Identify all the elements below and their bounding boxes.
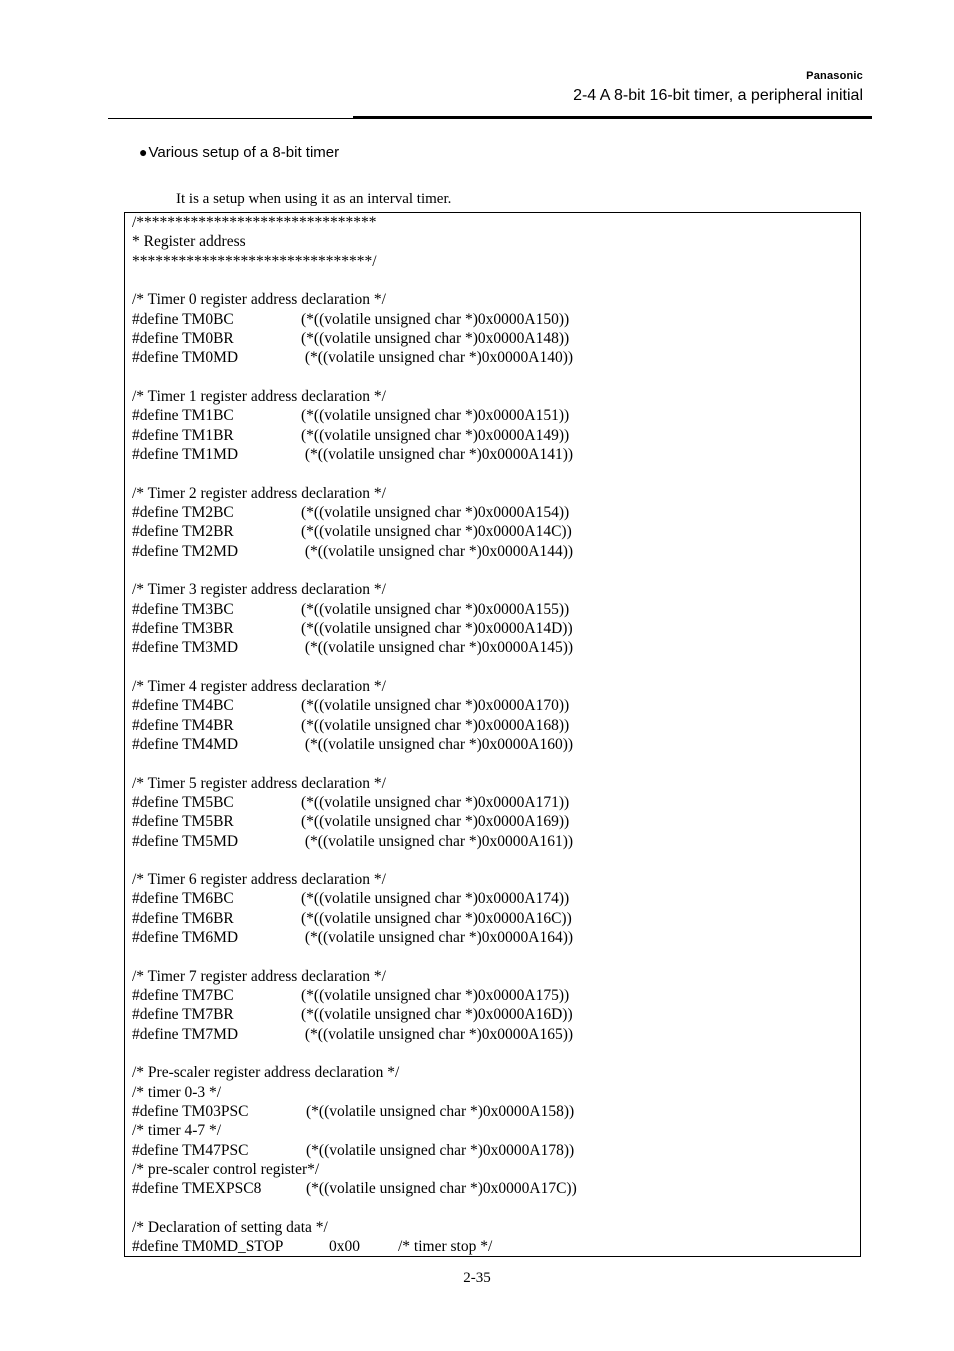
define-name: #define TM47PSC (132, 1141, 249, 1159)
code-text: /* timer 4-7 */ (132, 1122, 222, 1140)
define-value: (*((volatile unsigned char *)0x0000A145)) (301, 639, 574, 657)
define-value: (*((volatile unsigned char *)0x0000A141)) (301, 445, 574, 463)
code-text: /* Declaration of setting data */ (132, 1219, 328, 1237)
define-value: (*((volatile unsigned char *)0x0000A149)) (301, 426, 570, 444)
code-text: /* Timer 5 register address declaration */ (132, 774, 386, 792)
define-name: #define TM1BC (132, 407, 234, 425)
define-name: #define TM7BR (132, 1006, 234, 1024)
page-number: 2-35 (463, 1270, 491, 1286)
define-value: (*((volatile unsigned char *)0x0000A16D)) (301, 1006, 573, 1024)
code-text: /* Timer 7 register address declaration */ (132, 967, 386, 985)
define-name: #define TM7MD (132, 1025, 239, 1043)
define-value: (*((volatile unsigned char *)0x0000A158)) (306, 1103, 575, 1121)
code-text: /* pre-scaler control register*/ (132, 1161, 320, 1179)
define-name: #define TM4BC (132, 697, 234, 715)
define-name: #define TM4MD (132, 735, 239, 753)
define-name: #define TM0BC (132, 310, 234, 328)
code-text: /* Pre-scaler register address declaration */ (132, 1064, 400, 1082)
define-value: (*((volatile unsigned char *)0x0000A14C)) (301, 523, 572, 541)
define-value: (*((volatile unsigned char *)0x0000A168)) (301, 716, 570, 734)
define-name: #define TM1BR (132, 426, 234, 444)
code-text: /* Timer 2 register address declaration */ (132, 484, 386, 502)
define-value: (*((volatile unsigned char *)0x0000A175)) (301, 987, 570, 1005)
define-name: #define TM2MD (132, 542, 239, 560)
section-title: 2-4 A 8-bit 16-bit timer, a peripheral initial (573, 87, 863, 104)
define-name: #define TM0BR (132, 329, 234, 347)
define-comment: /* timer stop */ (398, 1238, 493, 1256)
heading-text: Various setup of a 8-bit timer (148, 144, 340, 161)
bullet-dot: ● (139, 144, 148, 160)
define-value: (*((volatile unsigned char *)0x0000A165)) (301, 1025, 574, 1043)
define-name: #define TMEXPSC8 (132, 1180, 262, 1198)
define-value: (*((volatile unsigned char *)0x0000A155)) (301, 600, 570, 618)
code-text: /* Timer 6 register address declaration */ (132, 871, 386, 889)
bullet-heading (139, 144, 339, 161)
define-name: #define TM03PSC (132, 1103, 249, 1121)
define-name: #define TM6MD (132, 929, 239, 947)
define-name: #define TM5MD (132, 832, 239, 850)
define-value: (*((volatile unsigned char *)0x0000A169)) (301, 813, 570, 831)
define-value: (*((volatile unsigned char *)0x0000A144)) (301, 542, 574, 560)
define-name: #define TM3MD (132, 639, 239, 657)
code-text: /* Timer 0 register address declaration */ (132, 291, 386, 309)
define-value: (*((volatile unsigned char *)0x0000A151)) (301, 407, 570, 425)
define-name: #define TM6BR (132, 909, 234, 927)
define-name: #define TM7BC (132, 987, 234, 1005)
define-name: #define TM0MD_STOP (132, 1238, 284, 1256)
define-value: (*((volatile unsigned char *)0x0000A140)) (301, 349, 574, 367)
code-text: /* Timer 1 register address declaration */ (132, 387, 386, 405)
code-box (124, 212, 861, 1257)
define-name: #define TM3BC (132, 600, 234, 618)
define-value: (*((volatile unsigned char *)0x0000A16C)) (301, 909, 572, 927)
code-text: /* Timer 3 register address declaration */ (132, 581, 386, 599)
define-name: #define TM0MD (132, 349, 239, 367)
define-value: (*((volatile unsigned char *)0x0000A14D)) (301, 619, 573, 637)
define-value: (*((volatile unsigned char *)0x0000A174)) (301, 890, 570, 908)
define-value: (*((volatile unsigned char *)0x0000A164)) (301, 929, 574, 947)
define-name: #define TM2BR (132, 523, 234, 541)
define-value: (*((volatile unsigned char *)0x0000A148)) (301, 329, 570, 347)
define-name: #define TM1MD (132, 445, 239, 463)
define-value: (*((volatile unsigned char *)0x0000A160)) (301, 735, 574, 753)
define-name: #define TM4BR (132, 716, 234, 734)
define-name: #define TM6BC (132, 890, 234, 908)
define-value: (*((volatile unsigned char *)0x0000A150)) (301, 310, 570, 328)
define-name: #define TM3BR (132, 619, 234, 637)
header-rule-thick (353, 116, 872, 119)
define-value: (*((volatile unsigned char *)0x0000A171)) (301, 793, 570, 811)
code-text: *******************************/ (132, 252, 377, 270)
define-value: 0x00 (329, 1238, 360, 1256)
define-value: (*((volatile unsigned char *)0x0000A178)) (306, 1141, 575, 1159)
code-text: /******************************* (132, 214, 377, 231)
code-text: /* Timer 4 register address declaration */ (132, 677, 386, 695)
define-name: #define TM5BR (132, 813, 234, 831)
define-value: (*((volatile unsigned char *)0x0000A17C)) (306, 1180, 577, 1198)
intro-text: It is a setup when using it as an interval timer. (176, 191, 452, 207)
code-text: /* timer 0-3 */ (132, 1083, 222, 1101)
brand-logo: Panasonic (806, 70, 863, 82)
define-value: (*((volatile unsigned char *)0x0000A161)) (301, 832, 574, 850)
define-name: #define TM2BC (132, 503, 234, 521)
header-rule-thin (108, 118, 353, 119)
define-value: (*((volatile unsigned char *)0x0000A154)) (301, 503, 570, 521)
define-name: #define TM5BC (132, 793, 234, 811)
code-text: * Register address (132, 233, 246, 251)
define-value: (*((volatile unsigned char *)0x0000A170)) (301, 697, 570, 715)
